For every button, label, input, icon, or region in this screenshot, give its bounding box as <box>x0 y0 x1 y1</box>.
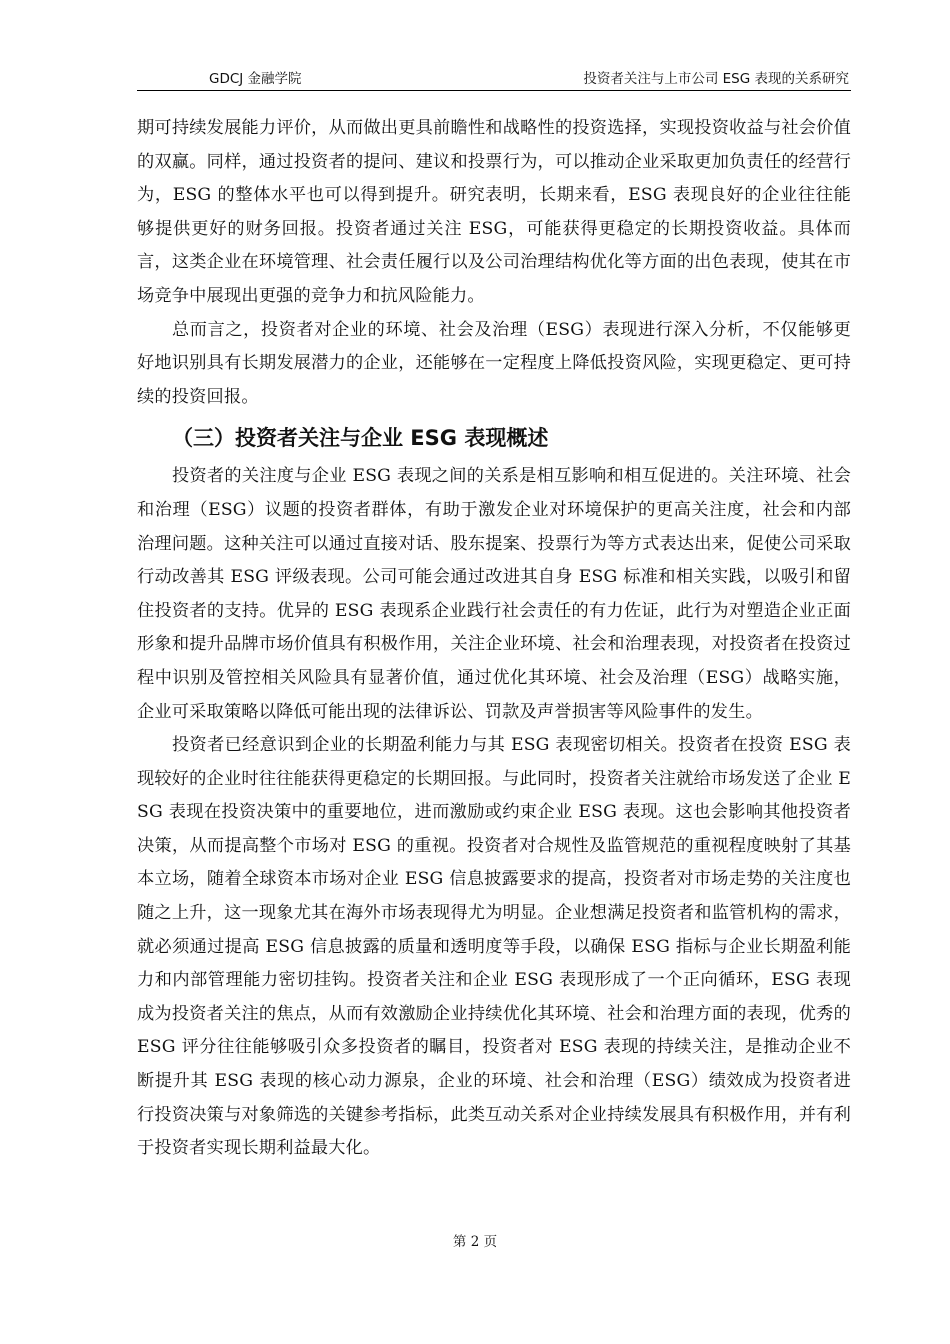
paragraph-relationship: 投资者的关注度与企业 ESG 表现之间的关系是相互影响和相互促进的。关注环境、社会和治理（ESG）议题的投资者群体，有助于激发企业对环境保护的更高关注度，社会和内部治理问题。这种关注可以通过直接对话、股东提案、投票行为等方式表达出来，促使公司采取行动改善其 ESG 评级表现。公司可能会通过改进其自身 ESG 标准和相关实践，以吸引和留住投资者的支持。优异的 ESG 表现系企业践行社会责任的有力佐证，此行为对塑造企业正面形象和提升品牌市场价值具有积极作用，关注企业环境、社会和治理表现，对投资者在投资过程中识别及管控相关风险具有显著价值，通过优化其环境、社会及治理（ESG）战略实施，企业可采取策略以降低可能出现的法律诉讼、罚款及声誉损害等风险事件的发生。 <box>137 466 851 722</box>
paragraph-summary: 总而言之，投资者对企业的环境、社会及治理（ESG）表现进行深入分析，不仅能够更好地识别具有长期发展潜力的企业，还能够在一定程度上降低投资风险，实现更稳定、更可持续的投资回报。 <box>137 319 851 407</box>
page-body <box>137 112 851 1166</box>
page-number: 第 2 页 <box>452 1234 498 1250</box>
header-institution: GDCJ 金融学院 <box>209 71 302 87</box>
paragraph-continued: 期可持续发展能力评价，从而做出更具前瞻性和战略性的投资选择，实现投资收益与社会价值的双赢。同样，通过投资者的提问、建议和投票行为，可以推动企业采取更加负责任的经营行为，ESG 的整体水平也可以得到提升。研究表明，长期来看，ESG 表现良好的企业往往能够提供更好的财务回报。投资者通过关注 ESG，可能获得更稳定的长期投资收益。具体而言，这类企业在环境管理、社会责任履行以及公司治理结构优化等方面的出色表现，使其在市场竞争中展现出更强的竞争力和抗风险能力。 <box>137 118 851 306</box>
section-heading: （三）投资者关注与企业 ESG 表现概述 <box>172 426 549 451</box>
paragraph-positive-cycle: 投资者已经意识到企业的长期盈利能力与其 ESG 表现密切相关。投资者在投资 ESG 表现较好的企业时往往能获得更稳定的长期回报。与此同时，投资者关注就给市场发送了企业 ESG 表现在投资决策中的重要地位，进而激励或约束企业 ESG 表现。这也会影响其他投资者决策，从而提高整个市场对 ESG 的重视。投资者对合规性及监管规范的重视程度映射了其基本立场，随着全球资本市场对企业 ESG 信息披露要求的提高，投资者对市场走势的关注度也随之上升，这一现象尤其在海外市场表现得尤为明显。企业想满足投资者和监管机构的需求，就必须通过提高 ESG 信息披露的质量和透明度等手段，以确保 ESG 指标与企业长期盈利能力和内部管理能力密切挂钩。投资者关注和企业 ESG 表现形成了一个正向循环，ESG 表现成为投资者关注的焦点，从而有效激励企业持续优化其环境、社会和治理方面的表现，优秀的 ESG 评分往往能够吸引众多投资者的瞩目，投资者对 ESG 表现的持续关注，是推动企业不断提升其 ESG 表现的核心动力源泉，企业的环境、社会和治理（ESG）绩效成为投资者进行投资决策与对象筛选的关键参考指标，此类互动关系对企业持续发展具有积极作用，并有利于投资者实现长期利益最大化。 <box>137 735 851 1159</box>
running-header <box>137 62 851 91</box>
header-paper-title: 投资者关注与上市公司 ESG 表现的关系研究 <box>583 71 849 87</box>
